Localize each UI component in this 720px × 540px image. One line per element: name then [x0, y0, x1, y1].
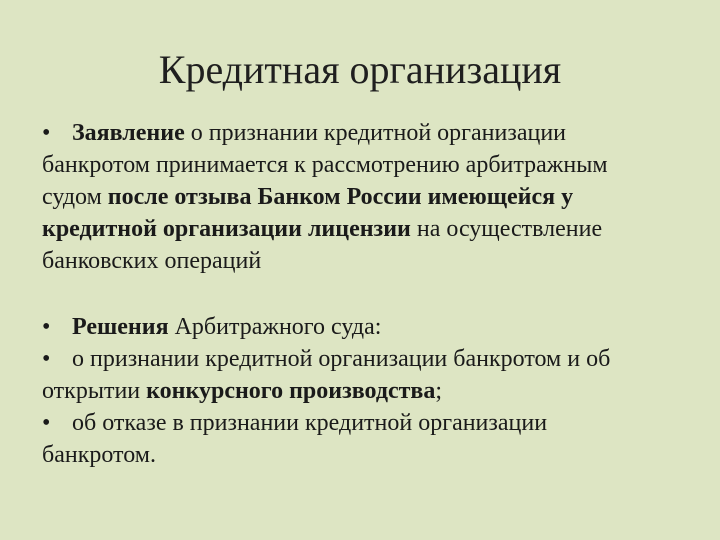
- block2-line1-bold: Решения: [72, 314, 169, 340]
- block1-line5: банковских операций: [42, 248, 262, 274]
- block2-line3-end: ;: [435, 378, 443, 404]
- block2-line1: [42, 311, 692, 343]
- block1-line4-bold: кредитной организации лицензии: [42, 216, 411, 242]
- block1-line3-plain: судом: [42, 184, 108, 210]
- block1-line1-bold: Заявление: [72, 120, 185, 146]
- block2-line4-text: об отказе в признании кредитной организации: [72, 410, 548, 436]
- slide-content: [42, 117, 692, 471]
- block2-line4: [42, 407, 692, 439]
- bullet-1: •: [42, 120, 51, 146]
- block1-line2: банкротом принимается к рассмотрению арбитражным: [42, 152, 608, 178]
- block2-line2: [42, 343, 692, 375]
- block1-line1-rest: о признании кредитной организации: [184, 120, 567, 146]
- block1-line1: [42, 117, 692, 149]
- block2-line2-text: о признании кредитной организации банкротом и об: [72, 346, 611, 372]
- block2-line1-rest: Арбитражного суда:: [168, 314, 382, 340]
- slide-title: Кредитная организация: [158, 47, 562, 92]
- block2-line3: [42, 375, 692, 407]
- block2-line3-plain: открытии: [42, 378, 147, 404]
- block2-line3-bold: конкурсного производства: [146, 378, 436, 404]
- block1-line3: [42, 181, 692, 213]
- bullet-2: •: [42, 314, 51, 340]
- block1-line4: [42, 213, 692, 245]
- block1-line3-bold: после отзыва Банком России имеющейся у: [107, 184, 574, 210]
- block1-line4-rest: на осуществление: [410, 216, 603, 242]
- bullet-4: •: [42, 410, 51, 436]
- block2-line5: банкротом.: [42, 442, 156, 468]
- spacer: [42, 277, 692, 311]
- bullet-3: •: [42, 346, 51, 372]
